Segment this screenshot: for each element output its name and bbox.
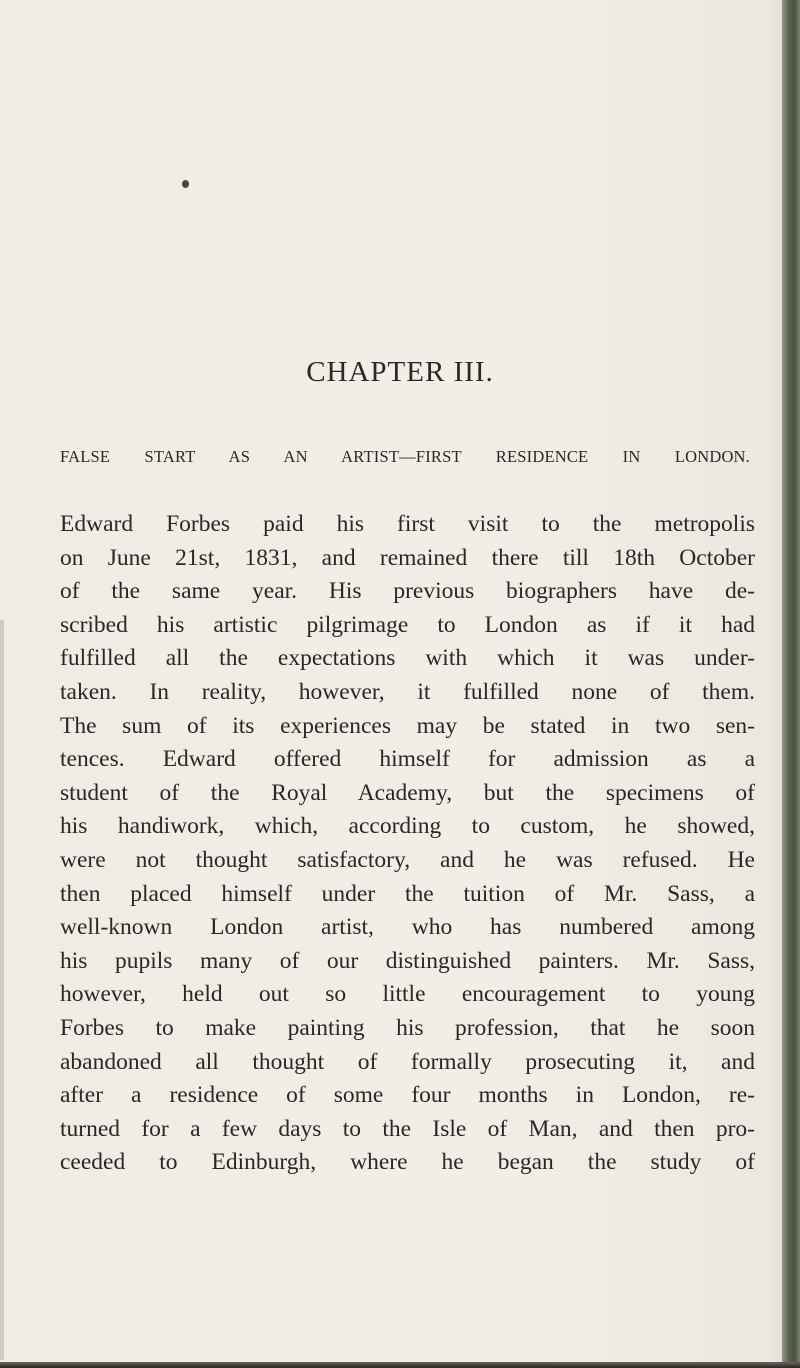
text-line: student of the Royal Academy, but the specimens of xyxy=(60,779,755,806)
chapter-heading: CHAPTER III. xyxy=(306,356,494,388)
text-line: Edward Forbes paid his first visit to the metropolis xyxy=(60,511,755,537)
text-line: on June 21st, 1831, and remained there till 18th October xyxy=(60,544,755,571)
text-line: his handiwork, which, according to custom, he showed, xyxy=(60,813,755,840)
text-line: ceeded to Edinburgh, where he began the study of xyxy=(60,1149,755,1176)
text-line: taken. In reality, however, it fulfilled none of them. xyxy=(60,678,755,705)
text-line: abandoned all thought of formally prosecuting it, and xyxy=(60,1048,755,1075)
text-line: of the same year. His previous biographers have de- xyxy=(60,578,755,605)
ink-mark xyxy=(182,180,189,188)
page-bottom-edge xyxy=(0,1362,800,1368)
text-line: Forbes to make painting his profession, that he soon xyxy=(60,1014,755,1041)
text-line: were not thought satisfactory, and he was refused. He xyxy=(60,846,755,873)
text-line: after a residence of some four months in London, re- xyxy=(60,1082,755,1109)
section-subtitle: FALSE START AS AN ARTIST—FIRST RESIDENCE IN LONDON. xyxy=(60,447,750,466)
page-left-shadow xyxy=(0,620,4,1360)
body-paragraph xyxy=(60,508,755,1180)
text-line: his pupils many of our distinguished painters. Mr. Sass, xyxy=(60,947,755,974)
text-line: well-known London artist, who has numbered among xyxy=(60,914,755,941)
text-line: The sum of its experiences may be stated in two sen- xyxy=(60,712,755,739)
text-line: turned for a few days to the Isle of Man, and then pro- xyxy=(60,1115,755,1142)
text-line: tences. Edward offered himself for admission as a xyxy=(60,746,755,773)
text-line: scribed his artistic pilgrimage to London as if it had xyxy=(60,611,755,638)
text-line: fulfilled all the expectations with which it was under- xyxy=(60,645,755,672)
text-line: then placed himself under the tuition of Mr. Sass, a xyxy=(60,880,755,907)
page-binding-edge xyxy=(782,0,800,1368)
text-line: however, held out so little encouragement to young xyxy=(60,981,755,1008)
